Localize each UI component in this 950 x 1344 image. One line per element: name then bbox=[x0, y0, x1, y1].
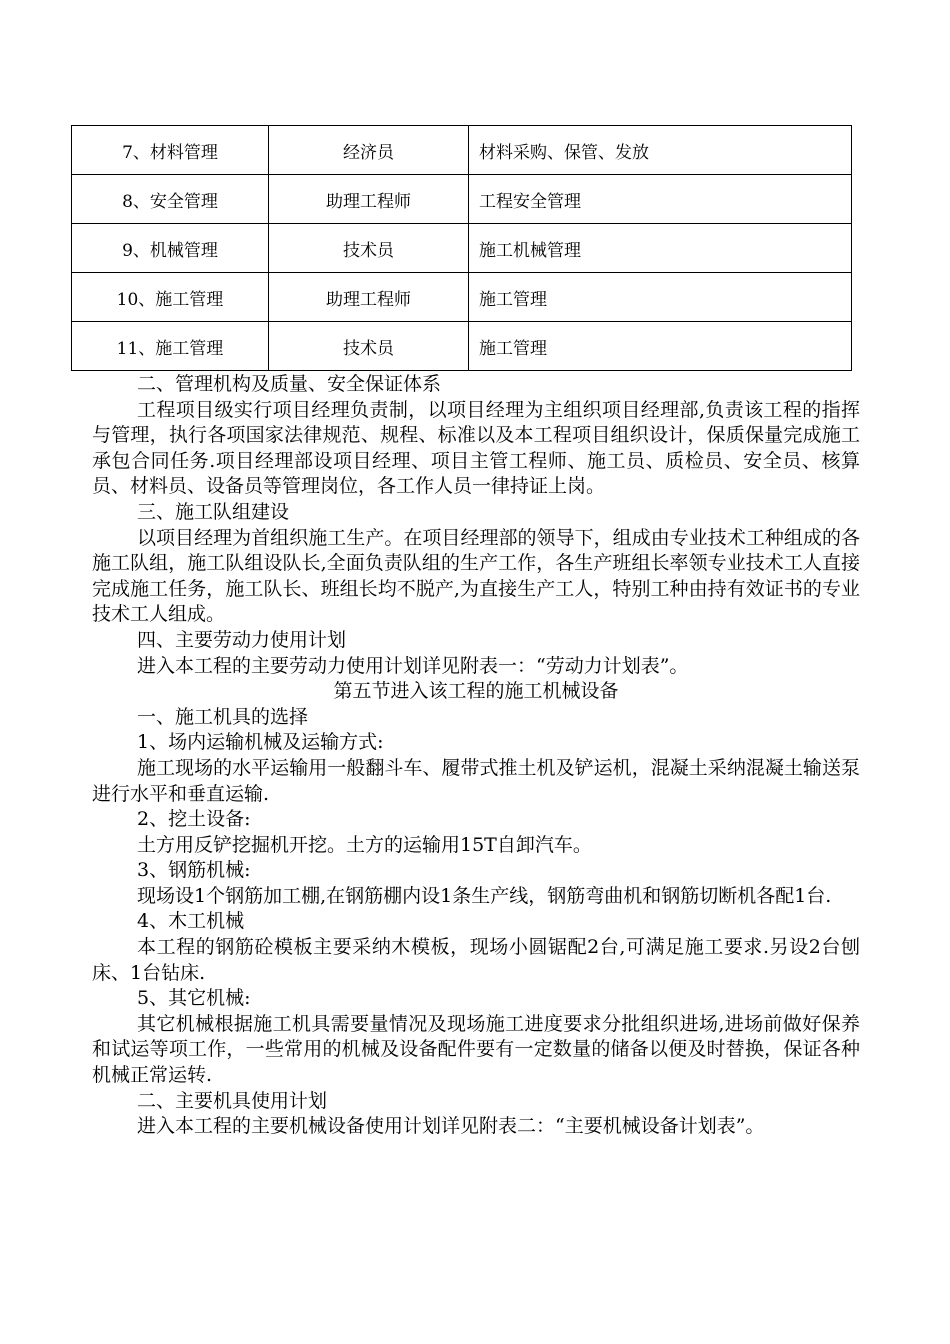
paragraph: 施工现场的水平运输用一般翻斗车、履带式推土机及铲运机，混凝土采纳混凝土输送泵进行水平和垂直运输. bbox=[92, 756, 860, 805]
paragraph: 现场设1个钢筋加工棚,在钢筋棚内设1条生产线，钢筋弯曲机和钢筋切断机各配1台. bbox=[137, 884, 832, 907]
paragraph: 四、主要劳动力使用计划 bbox=[137, 628, 347, 651]
paragraph: 一、施工机具的选择 bbox=[137, 705, 309, 728]
duty-cell: 施工管理 bbox=[469, 322, 852, 371]
table-row bbox=[72, 175, 852, 224]
table-row bbox=[72, 224, 852, 273]
paragraph: 二、主要机具使用计划 bbox=[137, 1089, 328, 1112]
paragraph: 4、木工机械 bbox=[137, 910, 245, 933]
paragraph: 3、钢筋机械: bbox=[137, 859, 251, 882]
paragraph: 进入本工程的主要机械设备使用计划详见附表二：“主要机械设备计划表”。 bbox=[137, 1115, 765, 1138]
title-cell: 技术员 bbox=[269, 224, 469, 273]
table-row bbox=[72, 322, 852, 371]
paragraph: 以项目经理为首组织施工生产。在项目经理部的领导下，组成由专业技术工种组成的各施工队组，施工队组设队长,全面负责队组的生产工作，各生产班组长率领专业技术工人直接完成施工任务，施工队长、班组长均不脱产,为直接生产工人，特别工种由持有效证书的专业技术工人组成。 bbox=[92, 526, 860, 626]
role-cell: 8、安全管理 bbox=[72, 175, 269, 224]
paragraph: 三、施工队组建设 bbox=[137, 500, 290, 523]
role-cell: 11、施工管理 bbox=[72, 322, 269, 371]
paragraph: 其它机械根据施工机具需要量情况及现场施工进度要求分批组织进场,进场前做好保养和试运等项工作，一些常用的机械及设备配件要有一定数量的储备以便及时替换，保证各种机械正常运转. bbox=[92, 1012, 860, 1087]
table-row bbox=[72, 126, 852, 175]
table-row bbox=[72, 273, 852, 322]
role-cell: 10、施工管理 bbox=[72, 273, 269, 322]
staff-table-body bbox=[72, 126, 852, 371]
paragraph: 1、场内运输机械及运输方式: bbox=[137, 731, 384, 754]
staff-table bbox=[71, 125, 852, 371]
paragraph: 二、管理机构及质量、安全保证体系 bbox=[137, 373, 442, 395]
title-cell: 助理工程师 bbox=[269, 273, 469, 322]
document-body bbox=[92, 372, 860, 1140]
title-cell: 技术员 bbox=[269, 322, 469, 371]
title-cell: 经济员 bbox=[269, 126, 469, 175]
section-heading: 第五节进入该工程的施工机械设备 bbox=[333, 680, 619, 703]
role-cell: 9、机械管理 bbox=[72, 224, 269, 273]
paragraph: 进入本工程的主要劳动力使用计划详见附表一：“劳动力计划表”。 bbox=[137, 654, 689, 677]
title-cell: 助理工程师 bbox=[269, 175, 469, 224]
paragraph: 工程项目级实行项目经理负责制，以项目经理为主组织项目经理部,负责该工程的指挥与管理，执行各项国家法律规范、规程、标准以及本工程项目组织设计，保质保量完成施工承包合同任务.项目经理部设项目经理、项目主管工程师、施工员、质检员、安全员、核算员、材料员、设备员等管理岗位，各工作人员一律持证上岗。 bbox=[92, 398, 860, 498]
paragraph: 土方用反铲挖掘机开挖。土方的运输用15T自卸汽车。 bbox=[137, 833, 592, 856]
role-cell: 7、材料管理 bbox=[72, 126, 269, 175]
duty-cell: 施工管理 bbox=[469, 273, 852, 322]
paragraph: 5、其它机械: bbox=[137, 987, 251, 1010]
duty-cell: 施工机械管理 bbox=[469, 224, 852, 273]
duty-cell: 工程安全管理 bbox=[469, 175, 852, 224]
duty-cell: 材料采购、保管、发放 bbox=[469, 126, 852, 175]
paragraph: 2、挖土设备: bbox=[137, 808, 251, 831]
paragraph: 本工程的钢筋砼模板主要采纳木模板，现场小圆锯配2台,可满足施工要求.另设2台刨床、1台钻床. bbox=[92, 936, 860, 984]
